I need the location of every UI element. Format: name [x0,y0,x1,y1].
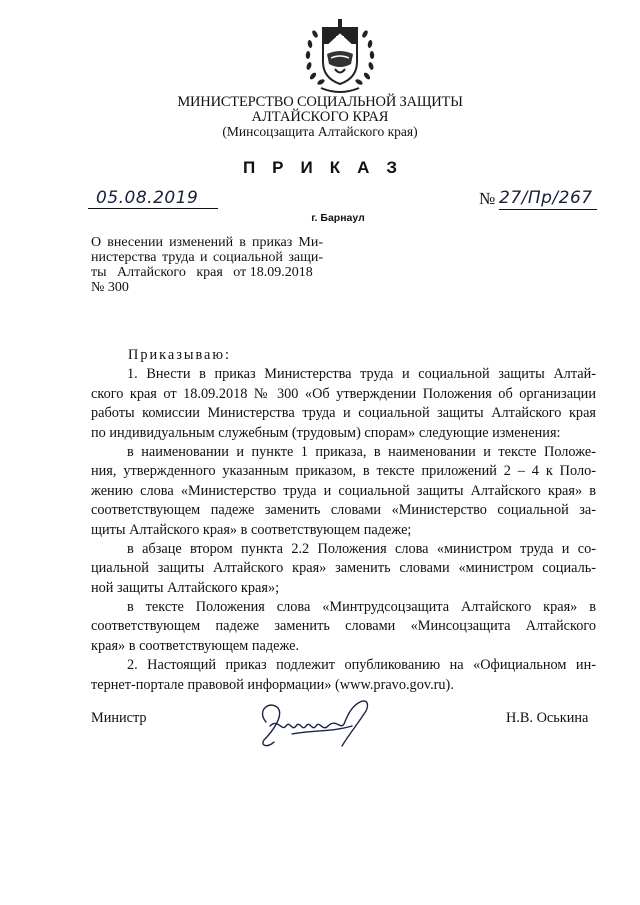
body-line: циальной защиты Алтайского края» заменить словами «министром социаль- [91,560,596,577]
body-line: соответствующем падеже заменить словами «Минсоцзащита Алтайского [91,618,596,635]
number-sign: № [479,189,496,208]
body-line: ского края от 18.09.2018 № 300 «Об утверждении Положения об организации [91,385,596,402]
subject-line: нистерства труда и социальной защи- [91,250,323,265]
document-number: 27/Пр/267 [499,187,597,210]
signatory-role: Министр [91,710,147,726]
document-date: 05.08.2019 [88,187,218,209]
body-line: работы комиссии Министерства труда и социальной защиты Алтайского края [91,405,596,422]
body-line: 1. Внести в приказ Министерства труда и социальной защиты Алтай- [127,366,596,383]
body-line: края» в соответствующем падеже. [91,637,300,654]
signatory-name: Н.В. Оськина [506,710,589,726]
ministry-short-name: (Минсоцзащита Алтайского края) [222,124,418,139]
body-line: щиты Алтайского края» в соответствующем падеже; [91,521,412,538]
body-line: по индивидуальным служебным (трудовым) спорам» следующие изменения: [91,424,561,441]
body-line: тернет-портале правовой информации» (www.pravo.gov.ru). [91,676,454,693]
document-subject [91,235,323,295]
body-line: ной защиты Алтайского края»; [91,579,280,596]
body-line: ния, утвержденного указанным приказом, в тексте приложений 2 – 4 к Поло- [91,463,596,480]
body-line: в абзаце втором пункта 2.2 Положения слова «министром труда и со- [127,540,596,557]
subject-line: № 300 [91,280,129,295]
subject-line: ты Алтайского края от 18.09.2018 [91,265,313,280]
body-line: в тексте Положения слова «Минтрудсоцзащита Алтайского края» в [127,599,596,616]
body-line: в наименовании и пункте 1 приказа, в наименовании и тексте Положе- [127,443,596,460]
body-line-orders: Приказываю: [128,347,232,363]
ministry-name-line-1: МИНИСТЕРСТВО СОЦИАЛЬНОЙ ЗАЩИТЫ [177,94,463,110]
document-body [91,346,596,695]
body-line: жению слова «Министерство труда и социальной защиты Алтайского края» в [91,482,596,499]
handwritten-signature [252,692,380,754]
subject-line: О внесении изменений в приказ Ми- [91,235,323,250]
coat-of-arms-emblem [299,14,381,98]
body-line: 2. Настоящий приказ подлежит опубликованию на «Официальном ин- [127,657,596,674]
city-name: г. Барнаул [311,212,365,224]
body-line: соответствующем падеже заменить словами «Министерство социальной за- [91,502,596,519]
ministry-name-line-2: АЛТАЙСКОГО КРАЯ [251,109,389,125]
document-type-title: ПРИКАЗ [242,158,415,177]
